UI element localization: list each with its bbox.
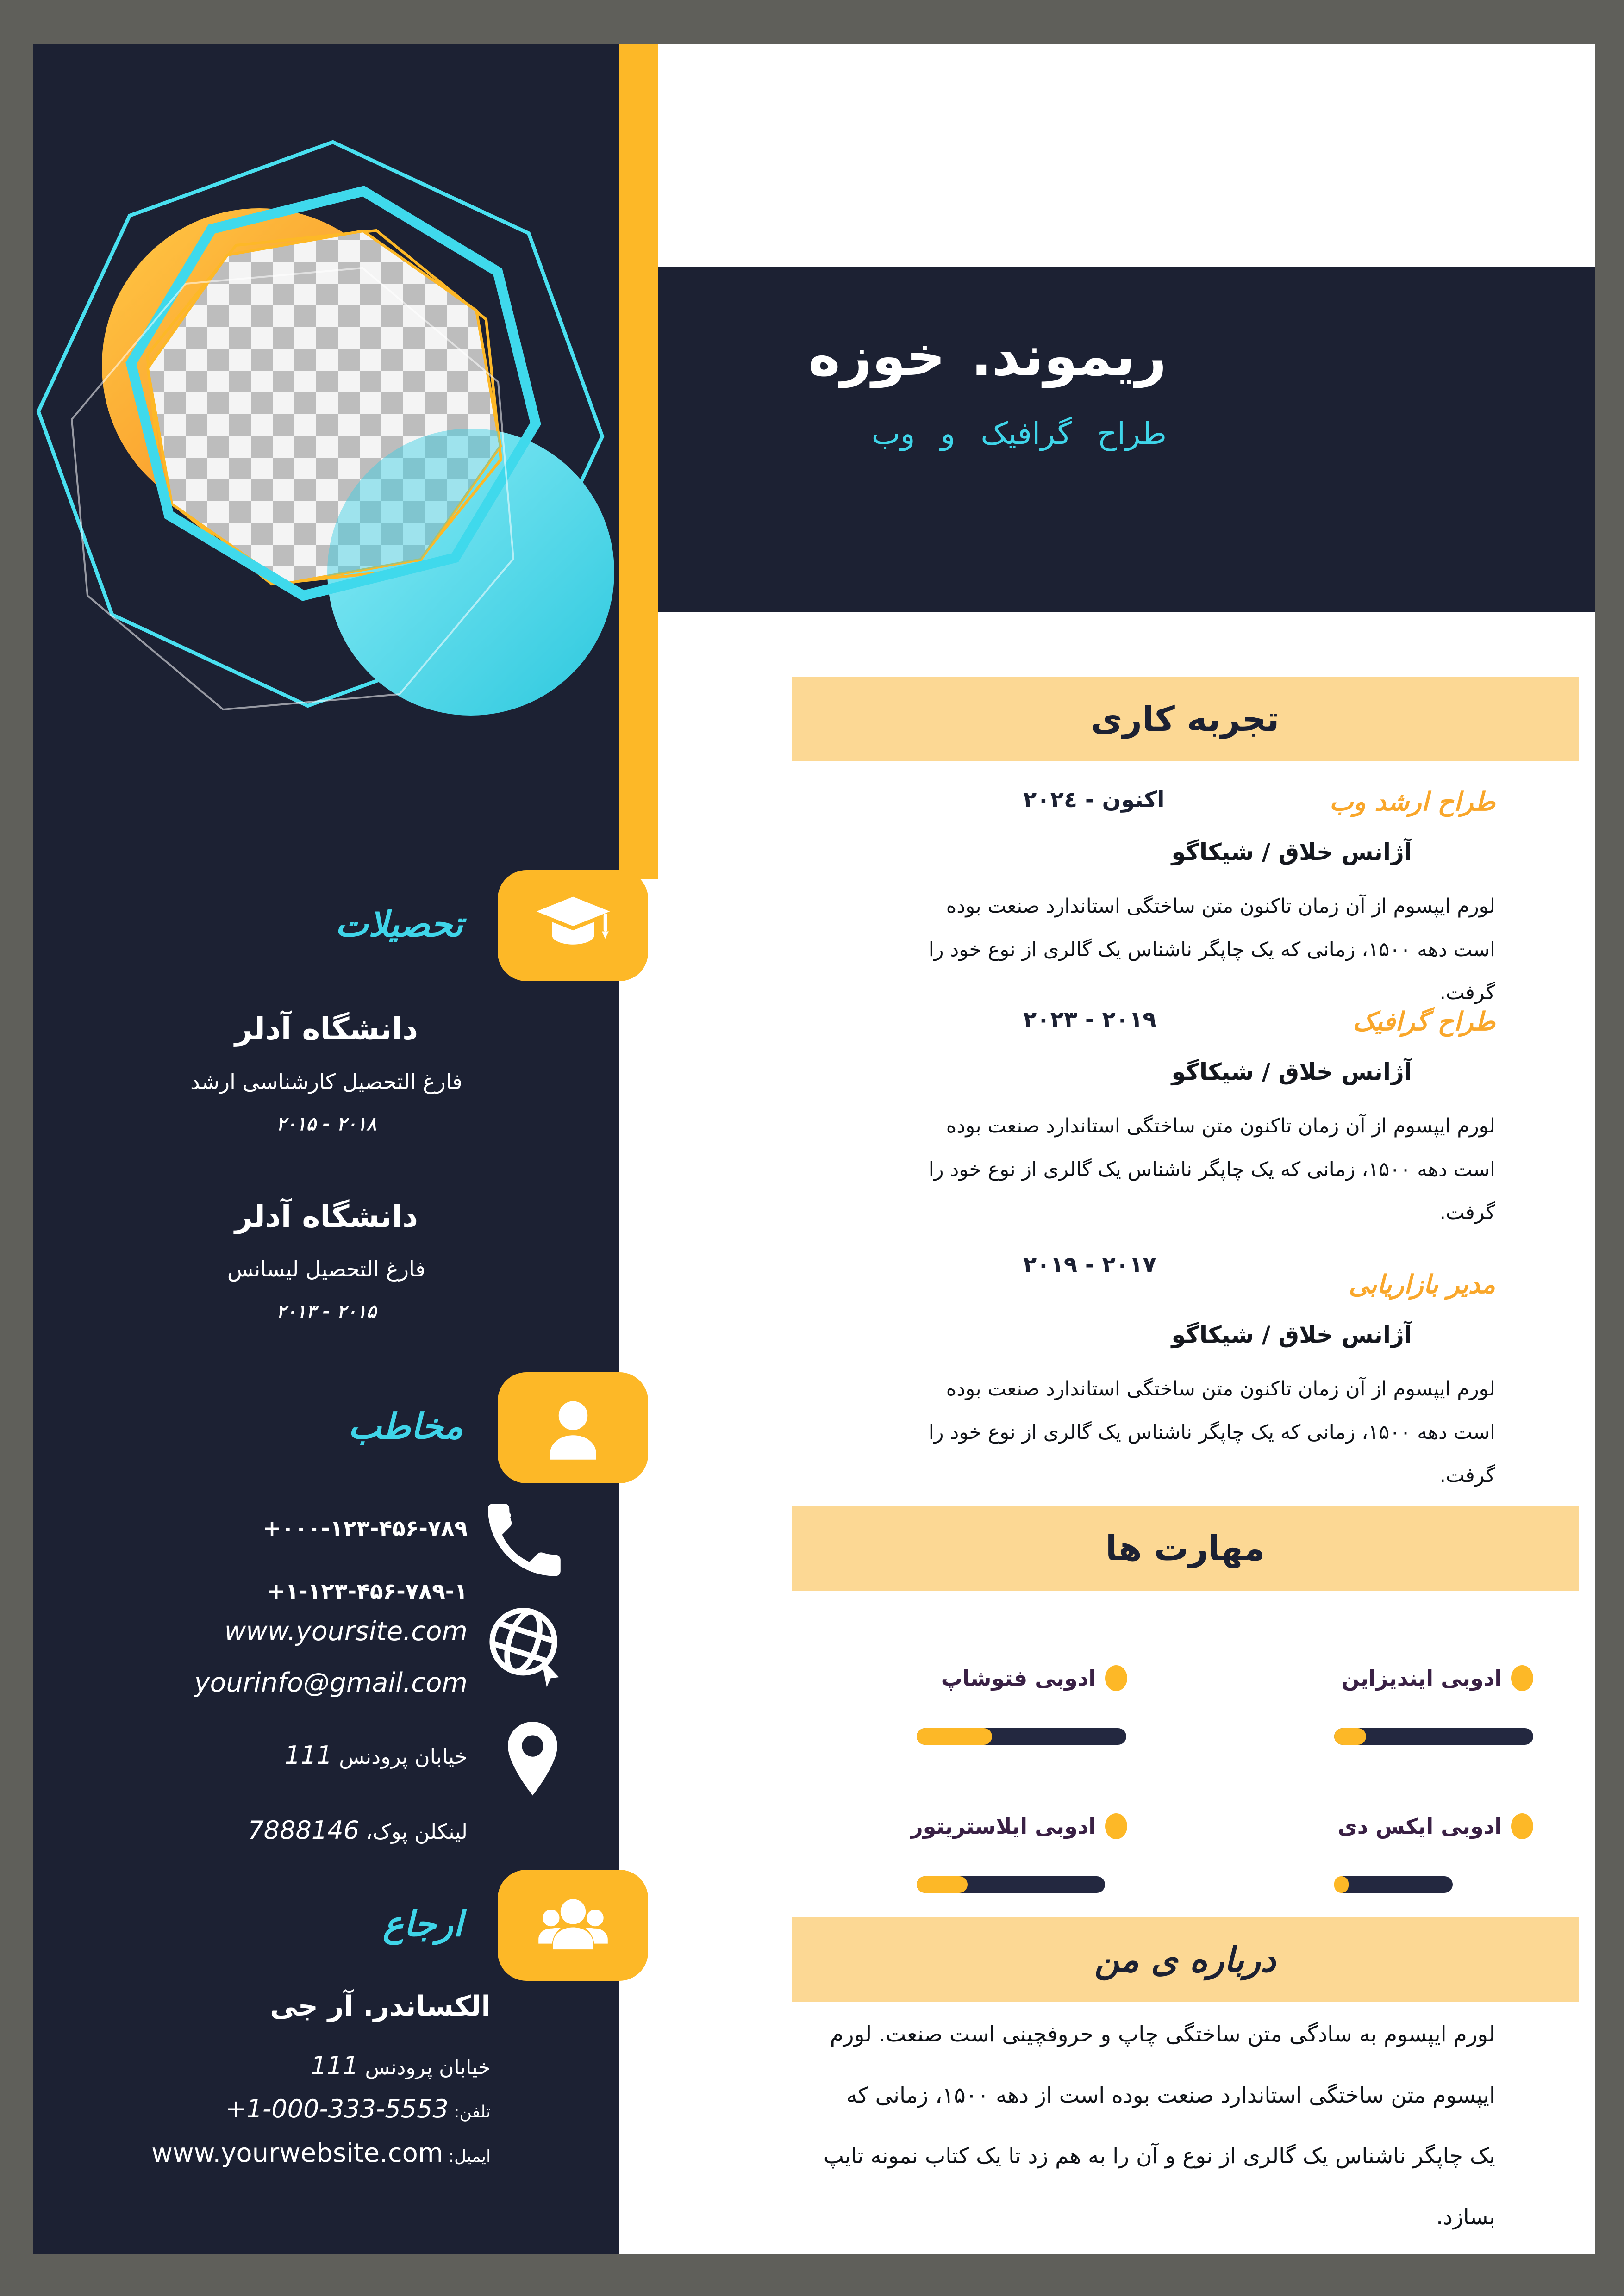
person-icon xyxy=(538,1395,608,1460)
skill-progress-bar xyxy=(1334,1728,1533,1745)
reference-phone-number[interactable]: +1-000-333-5553 xyxy=(225,2094,449,2123)
people-icon xyxy=(534,1891,612,1960)
job-title: طراح ارشد وب xyxy=(1329,787,1495,816)
education-entry xyxy=(33,1199,619,1322)
reference-name: الکساندر. آر جی xyxy=(270,1990,491,2022)
education-dates: ۲۰۱۳ - ۲۰۱۵ xyxy=(276,1301,377,1322)
experience-title: تجربه کاری xyxy=(1091,699,1280,739)
bullet-dot-icon xyxy=(1511,1813,1533,1839)
job-entry xyxy=(792,1007,1579,1235)
about-title: درباره ی من xyxy=(1094,1940,1276,1980)
reference-address-number: 111 xyxy=(311,2051,359,2080)
reference-website-link[interactable]: www.yourwebsite.com xyxy=(151,2138,443,2168)
education-dates: ۲۰۱۵ - ۲۰۱۸ xyxy=(276,1114,377,1135)
accent-stripe xyxy=(619,44,658,879)
school-name: دانشگاه آدلر xyxy=(235,1199,418,1234)
job-description: لورم ایپسوم از آن زمان تاکنون متن ساختگی استاندارد صنعت بوده است دهه ۱۵۰۰، زمانی که یک چاپگر ناشناس یک گالری از نوع خود را گرفت. xyxy=(928,1114,1495,1225)
job-date: ٢٠١٧ - ٢٠١٩ xyxy=(1023,1252,1156,1278)
skill-progress-fill xyxy=(917,1728,992,1745)
school-name: دانشگاه آدلر xyxy=(235,1011,418,1047)
education-tab xyxy=(498,870,648,981)
skill-progress-bar xyxy=(1334,1876,1453,1893)
phone-number[interactable]: +۰۰۰-۱۲۳-۴۵۶-۷۸۹ xyxy=(262,1516,468,1541)
phone-icon xyxy=(485,1504,562,1582)
skill-item xyxy=(1334,1813,1533,1893)
education-section-title: تحصیلات xyxy=(335,903,463,945)
email-label: ایمیل: xyxy=(448,2147,491,2166)
address-line: لینکلن پوک، 7888146 xyxy=(248,1816,468,1845)
skill-label: ادوبی فتوشاپ xyxy=(941,1666,1096,1691)
skill-label: ادوبی ایندیزاین xyxy=(1341,1666,1502,1691)
job-company: آژانس خلاق / شیکاگو xyxy=(1171,1058,1412,1085)
skill-progress-bar xyxy=(917,1876,1105,1893)
degree: فارغ التحصیل کارشناسی ارشد xyxy=(190,1069,462,1094)
contact-tab xyxy=(498,1372,648,1483)
skill-progress-bar xyxy=(917,1728,1126,1745)
reference-address: خیابان پرودنس 111 xyxy=(311,2051,491,2080)
person-job-title: طراح گرافیک و وب xyxy=(871,416,1167,451)
education-entry xyxy=(33,1011,619,1135)
web-links xyxy=(194,1606,468,1709)
degree: فارغ التحصیل لیسانس xyxy=(227,1257,426,1282)
job-description: لورم ایپسوم از آن زمان تاکنون متن ساختگی استاندارد صنعت بوده است دهه ۱۵۰۰، زمانی که یک چاپگر ناشناس یک گالری از نوع خود را گرفت. xyxy=(928,1377,1495,1487)
bullet-dot-icon xyxy=(1511,1665,1533,1691)
bullet-dot-icon xyxy=(1105,1813,1127,1839)
reference-phone xyxy=(225,2094,491,2123)
bullet-dot-icon xyxy=(1105,1665,1127,1691)
reference-section-title: ارجاع xyxy=(382,1903,463,1944)
job-entry xyxy=(792,1252,1579,1498)
skill-item xyxy=(917,1665,1127,1745)
website-link[interactable]: www.yoursite.com xyxy=(224,1616,468,1647)
job-entry xyxy=(792,787,1579,1015)
skill-progress-fill xyxy=(1334,1876,1349,1893)
skill-progress-fill xyxy=(1334,1728,1366,1745)
job-description: لورم ایپسوم از آن زمان تاکنون متن ساختگی استاندارد صنعت بوده است دهه ۱۵۰۰، زمانی که یک چاپگر ناشناس یک گالری از نوع خود را گرفت. xyxy=(928,895,1495,1005)
address-zip: 7888146 xyxy=(248,1816,359,1845)
skill-label: ادوبی ایلاستریتور xyxy=(911,1814,1096,1839)
address-line: خیابان پرودنس 111 xyxy=(284,1741,468,1770)
globe-icon xyxy=(485,1605,564,1690)
job-company: آژانس خلاق / شیکاگو xyxy=(1171,1321,1412,1348)
skills-title: مهارت ها xyxy=(1105,1528,1265,1568)
skills-band xyxy=(792,1506,1579,1591)
email-link[interactable]: yourinfo@gmail.com xyxy=(194,1668,468,1699)
graduation-cap-icon xyxy=(534,893,612,958)
experience-band xyxy=(792,677,1579,761)
job-title: مدیر بازاریابی xyxy=(1349,1269,1495,1299)
job-date: ٢٠١٩ - ٢٠٢٣ xyxy=(1023,1007,1156,1033)
contact-address xyxy=(248,1718,468,1868)
job-date: اکنون - ٢٠٢٤ xyxy=(1023,787,1165,813)
reference-website xyxy=(151,2138,491,2168)
address-number: 111 xyxy=(284,1741,332,1770)
skill-label: ادوبی ایکس دی xyxy=(1337,1814,1502,1839)
contact-section-title: مخاطب xyxy=(348,1406,463,1447)
skill-item xyxy=(911,1813,1127,1893)
phone-number[interactable]: +۱-۱۲۳-۴۵۶-۷۸۹-۱ xyxy=(267,1579,468,1605)
phone-label: تلفن: xyxy=(454,2103,491,2122)
about-band xyxy=(792,1917,1579,2002)
skill-item xyxy=(1334,1665,1533,1745)
skill-progress-fill xyxy=(917,1876,968,1893)
about-text: لورم ایپسوم به سادگی متن ساختگی چاپ و حروفچینی است صنعت. لورم ایپسوم متن ساختگی استاندارد صنعت بوده است از دهه ۱۵۰۰، زمانی که یک چاپگر ناشناس یک گالری از نوع و آن را به هم زد تا یک کتاب نمونه تایپ بسازد. xyxy=(823,2022,1495,2230)
phone-numbers xyxy=(263,1497,468,1624)
reference-tab xyxy=(498,1870,648,1981)
header-text xyxy=(808,324,1167,451)
person-name: ریموند. خوزه xyxy=(808,324,1167,388)
job-title: طراح گرافیک xyxy=(1353,1007,1495,1036)
job-company: آژانس خلاق / شیکاگو xyxy=(1171,839,1412,865)
photo-artwork xyxy=(33,44,619,720)
location-pin-icon xyxy=(506,1717,559,1825)
